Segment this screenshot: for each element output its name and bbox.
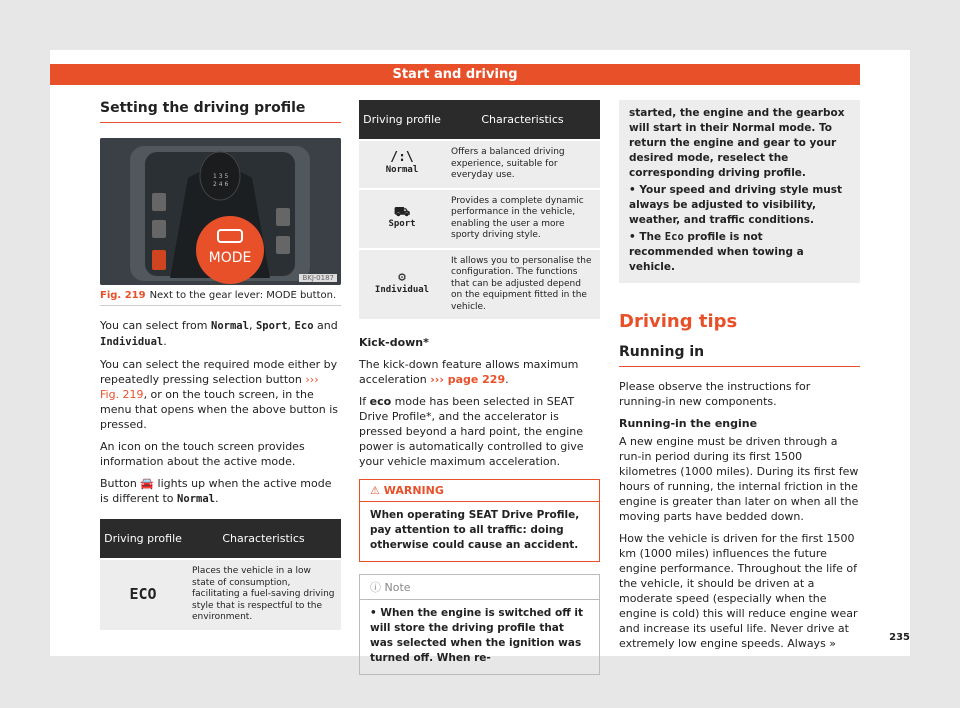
paragraph: You can select from Normal, Sport, Eco and Individual. xyxy=(100,319,338,348)
table-header: Characteristics xyxy=(186,519,341,559)
paragraph: A new engine must be driven through a run-in period during its first 1500 kilometres (1000 miles). During its first few hours of running, the internal friction in the engine is greater than later on when all the moving parts have bedded down. xyxy=(619,435,859,523)
table-cell: Offers a balanced driving experience, suitable for everyday use. xyxy=(445,140,600,189)
warning-triangle-icon: ⚠ xyxy=(370,484,384,497)
warning-text: When operating SEAT Drive Profile, pay attention to all traffic: doing otherwise could cause an accident. xyxy=(370,509,580,551)
paragraph: Please observe the instructions for running-in new components. xyxy=(619,380,811,408)
mode-car-icon: 🚘 xyxy=(140,477,155,490)
figure-code: BKJ-0187 xyxy=(299,274,337,282)
figure-mode-button xyxy=(100,138,341,285)
figure-reference-link[interactable]: ››› Fig. 219 xyxy=(100,373,319,401)
sport-profile-icon: ⛟ xyxy=(393,204,411,220)
note-bullet: Your speed and driving style must always be adjusted to visibility, weather, and traffic conditions. xyxy=(629,184,843,226)
table-header: Characteristics xyxy=(445,100,600,140)
note-continuation: started, the engine and the gearbox will start in their Normal mode. To return the engine and gear to your desired mode, reselect the corresponding driving profile. • Your speed and driving style must always be adjusted to visibility, weather, and traffic conditions. • The Eco profile is not recommended when towing a vehicle. xyxy=(619,100,860,283)
normal-profile-icon: /:\ xyxy=(390,150,414,166)
section-title: Running in xyxy=(619,338,860,367)
profile-table xyxy=(359,100,600,319)
subheading: Running-in the engine xyxy=(619,417,758,430)
subsection-title: Kick-down* xyxy=(359,336,429,349)
section-title: Setting the driving profile xyxy=(100,100,341,123)
page-number: 235 xyxy=(889,632,910,643)
figure-caption xyxy=(100,290,341,306)
note-text: started, the engine and the gearbox will start in their Normal mode. To return the engine and gear to your desired mode, reselect the corresponding driving profile. xyxy=(629,107,845,179)
individual-profile-icon: ⚙ xyxy=(398,270,406,286)
table-cell: It allows you to personalise the configuration. The functions that can be adjusted depend on the equipment fitted in the vehicle. xyxy=(445,249,600,320)
table-row xyxy=(359,189,600,249)
profile-label: Individual xyxy=(374,284,430,295)
note-box: ⓘ Note • When the engine is switched off it will store the driving profile that was selected when the ignition was turned off. When re- xyxy=(359,574,600,675)
table-cell: Provides a complete dynamic performance in the vehicle, enabling the user a more sporty driving style. xyxy=(445,189,600,249)
paragraph: How the vehicle is driven for the first 1500 km (1000 miles) influences the future engine performance. Throughout the life of the vehicle, it should be driven at a moderate speed (especially when the engine is cold) this will reduce engine wear and increase its useful life. Never drive at extremely low engine speeds. Always » xyxy=(619,532,858,650)
caption-text: Next to the gear lever: MODE button. xyxy=(149,290,337,301)
figure-number: Fig. 219 xyxy=(100,290,146,301)
chapter-section-title: Driving tips xyxy=(619,311,738,332)
table-row xyxy=(359,140,600,189)
note-text: When the engine is switched off it will store the driving profile that was selected when the ignition was turned off. When re- xyxy=(370,607,583,664)
page-reference-link[interactable]: ››› page 229 xyxy=(430,373,506,386)
table-header: Driving profile xyxy=(100,519,186,559)
paragraph: You can select the required mode either by repeatedly pressing selection button ››› Fig. 219, or on the touch screen, in the menu that opens when the above button is pressed. xyxy=(100,358,338,431)
profile-label: Sport xyxy=(388,219,416,229)
note-heading: Note xyxy=(384,581,411,594)
paragraph: The kick-down feature allows maximum acceleration ››› page 229. xyxy=(359,358,579,386)
column-2 xyxy=(359,100,600,675)
paragraph: If eco mode has been selected in SEAT Drive Profile*, and the accelerator is pressed beyond a hard point, the engine power is automatically controlled to give your vehicle maximum acceleration. xyxy=(359,395,584,468)
warning-box xyxy=(359,479,600,562)
column-3 xyxy=(619,100,860,651)
profile-table-eco xyxy=(100,519,341,630)
paragraph: Button 🚘 lights up when the active mode is different to Normal. xyxy=(100,477,332,505)
gear-lever-illustration xyxy=(100,138,341,285)
svg-text:1 3 5: 1 3 5 xyxy=(213,173,229,180)
table-row xyxy=(359,249,600,320)
column-1 xyxy=(100,100,341,630)
paragraph: An icon on the touch screen provides information about the active mode. xyxy=(100,440,305,468)
table-cell: Places the vehicle in a low state of consumption, facilitating a fuel-saving driving style that is respectful to the environment. xyxy=(186,559,341,630)
info-icon: ⓘ xyxy=(370,581,385,594)
chapter-header: Start and driving xyxy=(50,64,860,85)
mode-label: MODE xyxy=(208,250,252,266)
svg-text:2 4 6: 2 4 6 xyxy=(213,181,229,188)
warning-heading: WARNING xyxy=(383,484,444,497)
table-row xyxy=(100,559,341,630)
profile-label: Normal xyxy=(385,164,419,175)
table-header: Driving profile xyxy=(359,100,445,140)
eco-icon: ECO xyxy=(100,559,186,630)
